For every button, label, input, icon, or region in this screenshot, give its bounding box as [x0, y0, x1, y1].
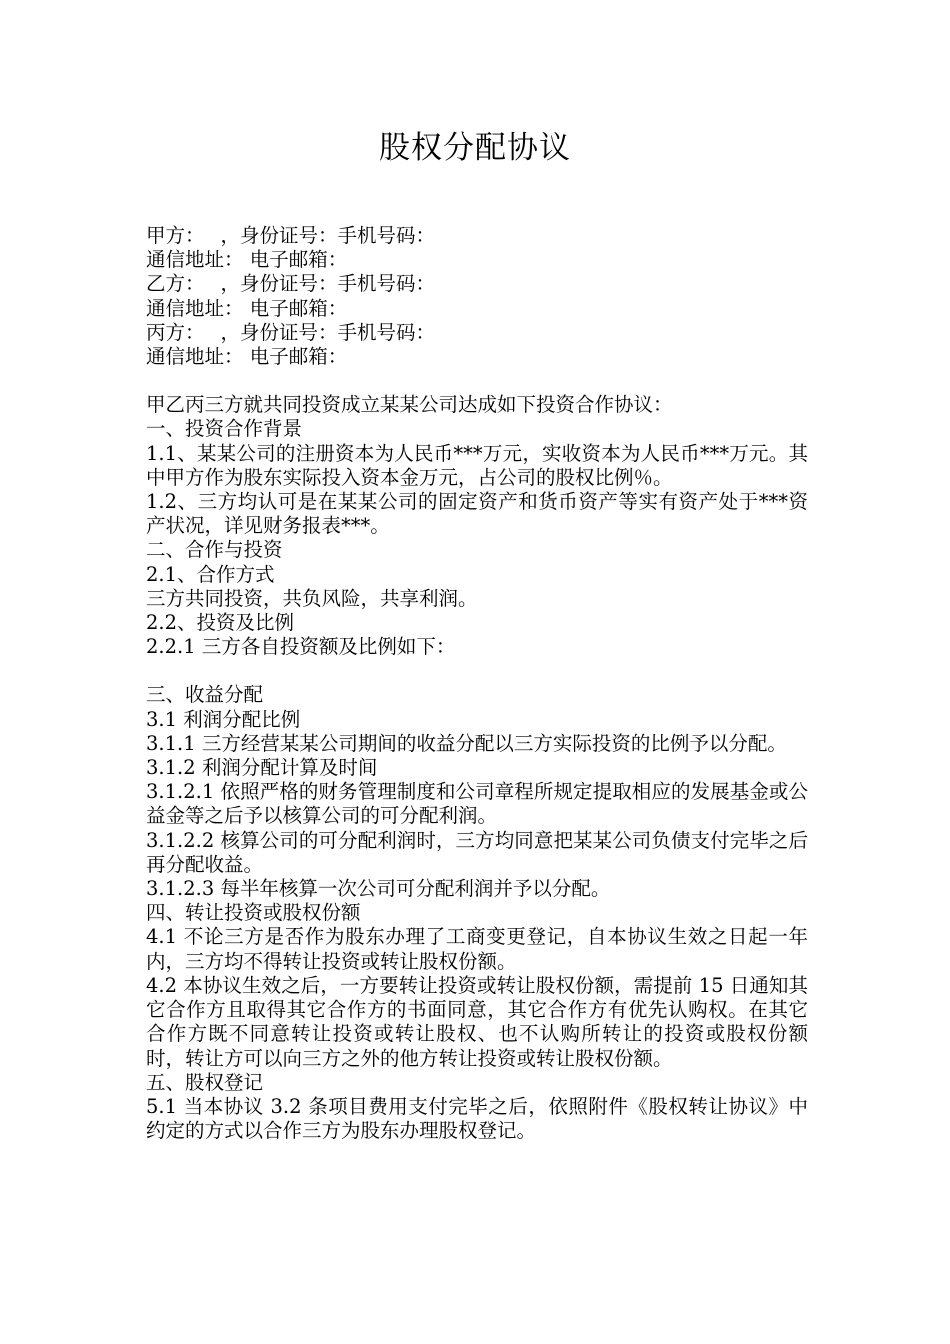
clause-2-1-text: 三方共同投资，共负风险，共享利润。	[146, 586, 478, 610]
document-body	[146, 224, 808, 1143]
clause-2-2: 2.2、投资及比例	[146, 611, 295, 635]
spacer	[146, 659, 808, 683]
intro-paragraph: 甲乙丙三方就共同投资成立某某公司达成如下投资合作协议：	[146, 393, 673, 417]
clause-1-1: 1.1、某某公司的注册资本为人民币***万元，实收资本为人民币***万元。其中甲方作为股东实际投入资本金万元，占公司的股权比例％。	[146, 441, 808, 489]
party-c-line1: 丙方： ，身份证号：手机号码：	[146, 320, 435, 344]
clause-3-1: 3.1 利润分配比例	[146, 707, 301, 731]
clause-4-1: 4.1 不论三方是否作为股东办理了工商变更登记，自本协议生效之日起一年内，三方均不得转让投资或转让股权份额。	[146, 925, 808, 973]
section-5-heading: 五、股权登记	[146, 1070, 264, 1094]
section-1-heading: 一、投资合作背景	[146, 417, 303, 441]
section-2-heading: 二、合作与投资	[146, 538, 283, 562]
section-3-heading: 三、收益分配	[146, 683, 264, 707]
clause-2-2-1: 2.2.1 三方各自投资额及比例如下：	[146, 635, 456, 659]
spacer	[146, 369, 808, 393]
clause-1-2: 1.2、三方均认可是在某某公司的固定资产和货币资产等实有资产处于***资产状况，详见财务报表***。	[146, 490, 808, 538]
clause-4-2: 4.2 本协议生效之后，一方要转让投资或转让股权份额，需提前 15 日通知其它合作方且取得其它合作方的书面同意，其它合作方有优先认购权。在其它合作方既不同意转让投资或转让股权、也不认购所转让的投资或股权份额时，转让方可以向三方之外的他方转让投资或转让股权份额。	[146, 973, 808, 1070]
party-b-line1: 乙方： ，身份证号：手机号码：	[146, 272, 435, 296]
party-c-line2: 通信地址： 电子邮箱：	[146, 345, 348, 369]
clause-2-1: 2.1、合作方式	[146, 562, 275, 586]
clause-3-1-2: 3.1.2 利润分配计算及时间	[146, 756, 378, 780]
party-a-line1: 甲方： ，身份证号：手机号码：	[146, 224, 435, 247]
clause-5-1: 5.1 当本协议 3.2 条项目费用支付完毕之后，依照附件《股权转让协议》中约定的方式以合作三方为股东办理股权登记。	[146, 1094, 808, 1143]
clause-3-1-2-3: 3.1.2.3 每半年核算一次公司可分配利润并予以分配。	[146, 877, 611, 901]
section-4-heading: 四、转让投资或股权份额	[146, 901, 361, 925]
clause-3-1-2-2: 3.1.2.2 核算公司的可分配利润时，三方均同意把某某公司负债支付完毕之后再分配收益。	[146, 828, 808, 876]
party-a-line2: 通信地址： 电子邮箱：	[146, 248, 348, 272]
clause-3-1-1: 3.1.1 三方经营某某公司期间的收益分配以三方实际投资的比例予以分配。	[146, 731, 787, 755]
document-title: 股权分配协议	[379, 130, 571, 166]
party-b-line2: 通信地址： 电子邮箱：	[146, 296, 348, 320]
clause-3-1-2-1: 3.1.2.1 依照严格的财务管理制度和公司章程所规定提取相应的发展基金或公益金等之后予以核算公司的可分配利润。	[146, 780, 808, 828]
